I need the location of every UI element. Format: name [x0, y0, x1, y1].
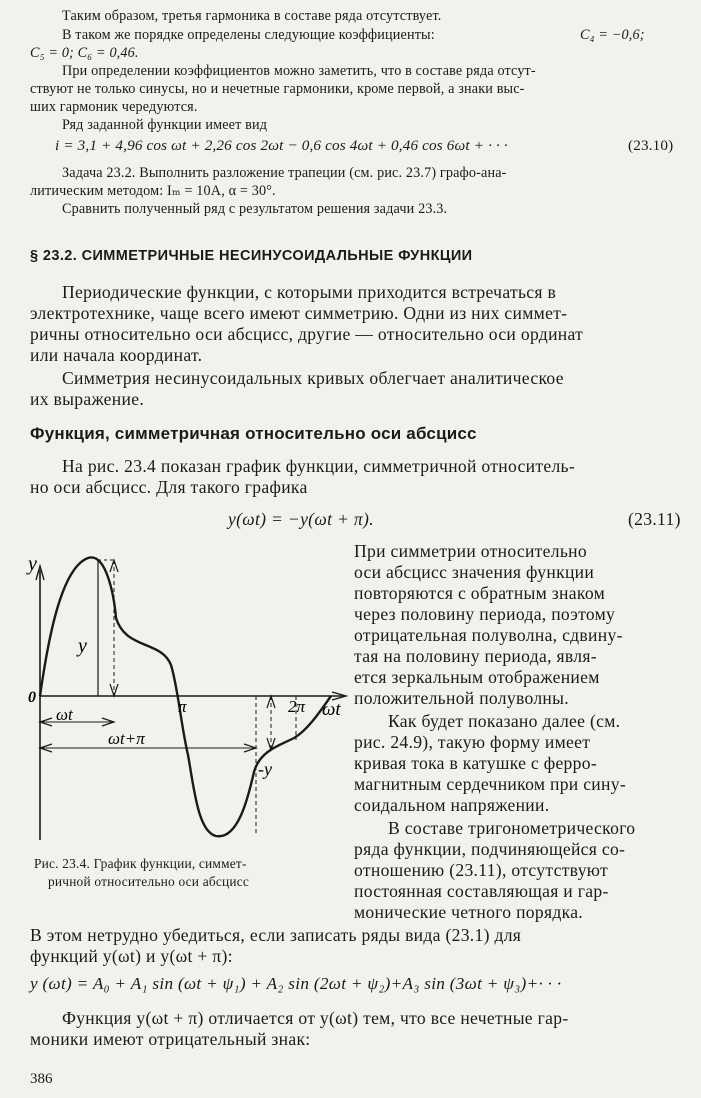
text-line: Таким образом, третья гармоника в составе ряда отсутствует.	[62, 8, 442, 24]
text-line: электротехнике, чаще всего имеют симметрию. Одни из них симмет-	[30, 303, 568, 323]
text-line: Как будет показано далее (см.	[388, 711, 621, 731]
y-axis-label: y	[28, 553, 37, 575]
text-line: рис. 24.9), такую форму имеет	[354, 732, 591, 752]
text-line: их выражение.	[30, 389, 145, 409]
figure-23-4	[26, 540, 356, 855]
subsection-heading: Функция, симметричная относительно оси абсцисс	[30, 424, 477, 443]
text-line: положительной полуволны.	[354, 688, 569, 708]
equation-number: (23.11)	[628, 509, 681, 529]
text-line: ших гармоник чередуются.	[30, 99, 198, 115]
text-line: магнитным сердечником при сину-	[354, 774, 626, 794]
text-line: оси абсцисс значения функции	[354, 562, 595, 582]
text-line: или начала координат.	[30, 345, 203, 365]
text-line: Периодические функции, с которыми приходится встречаться в	[62, 282, 557, 302]
text-line: При определении коэффициентов можно заметить, что в составе ряда отсут-	[62, 63, 536, 79]
text-line: отношению (23.11), отсутствуют	[354, 860, 608, 880]
neg-y-label: -y	[258, 759, 272, 779]
series-formula: y (ωt) = A₀ + A₁ sin (ωt + ψ₁) + A₂ sin (2ωt + ψ₂)+A₃ sin (3ωt + ψ₃)+· · ·	[30, 974, 562, 993]
page-number: 386	[30, 1071, 53, 1087]
text-line: ряда функции, подчиняющейся со-	[354, 839, 626, 859]
text-line: В этом нетрудно убедиться, если записать ряды вида (23.1) для	[30, 925, 522, 945]
text-line: Сравнить полученный ряд с результатом решения задачи 23.3.	[62, 201, 448, 217]
y-value-label: y	[78, 635, 87, 657]
text-line: тая на половину периода, явля-	[354, 646, 597, 666]
text-line: повторяются с обратным знаком	[354, 583, 606, 603]
two-pi-label: 2π	[288, 697, 306, 716]
text-line: Функция y(ωt + π) отличается от y(ωt) тем, что все нечетные гар-	[62, 1008, 569, 1028]
text-line: Ряд заданной функции имеет вид	[62, 117, 268, 133]
text-line: монические четного порядка.	[354, 902, 584, 922]
x-axis-label: ωt	[322, 699, 341, 720]
figure-caption: ричной относительно оси абсцисс	[48, 874, 250, 889]
text-line: В таком же порядке определены следующие коэффициенты:	[62, 27, 435, 43]
formula-number: (23.10)	[628, 137, 674, 154]
text-line: В составе тригонометрического	[388, 818, 636, 838]
text-line: через половину периода, поэтому	[354, 604, 616, 624]
figure-caption: Рис. 23.4. График функции, симмет-	[34, 856, 247, 871]
text-line: На рис. 23.4 показан график функции, симметричной относитель-	[62, 456, 576, 476]
text-line: моники имеют отрицательный знак:	[30, 1029, 311, 1049]
formula-23-10: i = 3,1 + 4,96 cos ωt + 2,26 cos 2ωt − 0,6 cos 4ωt + 0,46 cos 6ωt + · · ·	[55, 137, 508, 154]
wt-pi-label: ωt+π	[108, 729, 145, 748]
section-heading: § 23.2. СИММЕТРИЧНЫЕ НЕСИНУСОИДАЛЬНЫЕ ФУНКЦИИ	[30, 248, 473, 264]
pi-label: π	[178, 697, 187, 716]
wt-label: ωt	[56, 705, 73, 724]
origin-label: 0	[28, 689, 36, 706]
text-line: соидальном напряжении.	[354, 795, 550, 815]
equation-23-11: y(ωt) = −y(ωt + π).	[228, 509, 374, 529]
text-line: функций y(ωt) и y(ωt + π):	[30, 946, 233, 966]
text-line: кривая тока в катушке с ферро-	[354, 753, 598, 773]
text-line: ствуют не только синусы, но и нечетные гармоники, кроме первой, а знаки выс-	[30, 81, 525, 97]
text-line: ричны относительно оси абсцисс, другие — относительно оси ординат	[30, 324, 584, 344]
text-line: но оси абсцисс. Для такого графика	[30, 477, 308, 497]
text-line: литическим методом: Iₘ = 10А, α = 30°.	[30, 183, 276, 199]
text-line: C₅ = 0; C₆ = 0,46.	[30, 45, 139, 61]
text-line: постоянная составляющая и гар-	[354, 881, 609, 901]
text-line: C₄ = −0,6;	[580, 27, 645, 43]
text-line: Задача 23.2. Выполнить разложение трапеции (см. рис. 23.7) графо-ана-	[62, 165, 507, 181]
text-line: При симметрии относительно	[354, 541, 587, 561]
text-line: Симметрия несинусоидальных кривых облегчает аналитическое	[62, 368, 564, 388]
text-line: ется зеркальным отображением	[354, 667, 600, 687]
text-line: отрицательная полуволна, сдвину-	[354, 625, 623, 645]
